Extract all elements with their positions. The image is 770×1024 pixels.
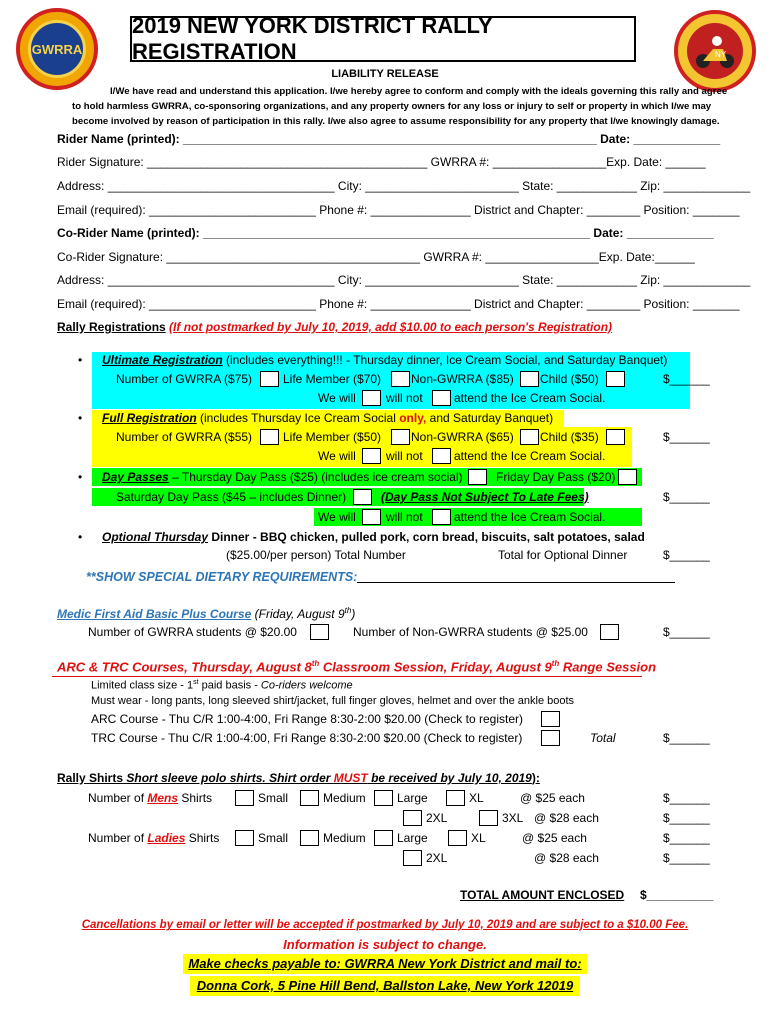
ultimate-dollar[interactable]: $______ — [663, 372, 710, 386]
arc-course-box[interactable] — [541, 711, 560, 727]
dietary-input[interactable] — [357, 582, 675, 583]
dinner-line1 — [102, 530, 645, 544]
mens-2xl-label: 2XL — [426, 811, 448, 825]
page-title-box — [130, 13, 636, 64]
ladies-xl-label: XL — [471, 831, 486, 845]
arc-total-label: Total — [590, 731, 616, 745]
checks-payable: Make checks payable to: GWRRA New York District and mail to: — [188, 956, 582, 971]
arc-course-label: ARC Course - Thu C/R 1:00-4:00, Fri Range 8:30-2:00 $20.00 (Check to register) — [91, 712, 523, 726]
ladies-medium-label: Medium — [323, 831, 366, 845]
full-desc-a: (includes Thursday Ice Cream Social — [196, 411, 400, 425]
ultimate-will-not: will not — [386, 391, 423, 405]
shirts-must: MUST — [333, 771, 368, 785]
full-will-not: will not — [386, 449, 423, 463]
shirts-heading-a: Rally Shirts — [57, 771, 127, 785]
arc-heading-underline — [52, 676, 642, 677]
full-only: only, — [399, 411, 427, 425]
corider-name-field[interactable]: Co-Rider Name (printed): __________________________________________________________ Date: _____________ — [57, 226, 714, 240]
full-non-label: Non-GWRRA ($65) — [411, 430, 514, 444]
mens-large-label: Large — [397, 791, 428, 805]
rider-address-field[interactable]: Address: __________________________________ City: _______________________ State: ____________ Zip: _____________ — [57, 179, 751, 193]
cancellation-note: Cancellations by email or letter will be accepted if postmarked by July 10, 2019 and are subject to a $10.00 Fee. — [81, 919, 689, 931]
trc-course-label: TRC Course - Thu C/R 1:00-4:00, Fri Range 8:30-2:00 $20.00 (Check to register) — [91, 731, 523, 745]
bullet-icon: • — [78, 353, 83, 367]
corider-address-field[interactable]: Address: __________________________________ City: _______________________ State: ____________ Zip: _____________ — [57, 273, 751, 287]
rally-heading-text: Rally Registrations — [57, 320, 166, 334]
total-enclosed-amount[interactable]: $__________ — [640, 888, 714, 902]
arc-wear: Must wear - long pants, long sleeved shirt/jacket, full finger gloves, helmet and over the ankle boots — [91, 695, 575, 707]
ultimate-life-box[interactable] — [391, 371, 410, 387]
arc-title-b: Classroom Session, Friday, August 9 — [319, 659, 552, 675]
full-gwrra-box[interactable] — [260, 429, 279, 445]
ladies-large-label: Large — [397, 831, 428, 845]
ultimate-attend: attend the Ice Cream Social. — [454, 391, 606, 405]
ladies-label-b: Shirts — [185, 831, 220, 845]
ultimate-gwrra-box[interactable] — [260, 371, 279, 387]
ladies-label — [88, 831, 219, 845]
saturday-pass-box[interactable] — [353, 489, 372, 505]
shirts-heading — [57, 771, 540, 785]
mens-medium-label: Medium — [323, 791, 366, 805]
medic-non-label: Number of Non-GWRRA students @ $25.00 — [353, 625, 588, 639]
ladies-word: Ladies — [147, 831, 186, 845]
medic-date: (Friday, August 9 — [251, 607, 345, 621]
ultimate-life-label: Life Member ($70) — [283, 372, 382, 386]
ultimate-non-box[interactable] — [520, 371, 539, 387]
day-late-note: (Day Pass Not Subject To Late Fees) — [381, 490, 589, 504]
full-gwrra-label: Number of GWRRA ($55) — [116, 430, 253, 444]
liability-heading: LIABILITY RELEASE — [331, 68, 439, 80]
mens-3xl-box[interactable] — [479, 810, 498, 826]
full-line1 — [102, 411, 553, 425]
total-enclosed-label: TOTAL AMOUNT ENCLOSED — [460, 888, 625, 902]
day-will-not: will not — [386, 510, 423, 524]
mens-xl-box[interactable] — [446, 790, 465, 806]
ladies-small-label: Small — [258, 831, 289, 845]
arc-limited — [91, 679, 353, 692]
ultimate-child-box[interactable] — [606, 371, 625, 387]
arc-sup1: th — [311, 659, 320, 668]
rally-heading — [57, 320, 612, 334]
mens-word: Mens — [147, 791, 179, 805]
full-name: Full Registration — [102, 411, 197, 425]
mens-label-b: Shirts — [178, 791, 213, 805]
shirts-heading-c: . Shirt order — [262, 771, 334, 785]
shirts-heading-d: be received by July 10, 2019 — [367, 771, 532, 785]
mens-label-a: Number of — [88, 791, 148, 805]
ny-logo-text: NY — [715, 50, 727, 59]
full-life-label: Life Member ($50) — [283, 430, 382, 444]
medic-date-end: ) — [351, 607, 356, 621]
liability-text: I/We have read and understand this application. I/we hereby agree to conform and comply with the ideals governing this rally and agree to hold harmless GWRRA, co-sponsoring organizations, and any property owners for any loss or injury to self or property in which I/we may become involved by reason of participation in this rally. I/we also agree to assume responsibility for any property that I/we knowingly damage. — [72, 86, 728, 127]
medic-gwrra-label: Number of GWRRA students @ $20.00 — [88, 625, 297, 639]
day-name: Day Passes — [102, 470, 169, 484]
medic-non-box[interactable] — [600, 624, 619, 640]
arc-sup2: th — [551, 659, 560, 668]
bullet-icon: • — [78, 411, 83, 425]
dinner-line2: ($25.00/per person) Total Number — [226, 548, 406, 562]
ultimate-we-will: We will — [318, 391, 356, 405]
corider-signature-field[interactable]: Co-Rider Signature: ______________________________________ GWRRA #: _________________Exp. Date:______ — [57, 250, 695, 264]
ladies-xl-box[interactable] — [448, 830, 467, 846]
ladies-small-box[interactable] — [235, 830, 254, 846]
dietary-label: **SHOW SPECIAL DIETARY REQUIREMENTS: — [86, 570, 358, 584]
gwrra-logo-text: GWRRA — [31, 41, 83, 57]
shirts-heading-e: ): — [531, 771, 540, 785]
trc-course-box[interactable] — [541, 730, 560, 746]
mens-small-label: Small — [258, 791, 289, 805]
arc-heading — [57, 659, 656, 674]
bullet-icon: • — [78, 470, 83, 484]
mens-price25: @ $25 each — [520, 791, 585, 805]
day-dollar[interactable]: $______ — [663, 490, 710, 504]
saturday-pass-label: Saturday Day Pass ($45 – includes Dinner) — [116, 490, 347, 504]
ladies-dollar-2[interactable]: $______ — [663, 851, 710, 865]
arc-limited-c: Co-riders welcome — [260, 679, 353, 692]
thursday-pass-box[interactable] — [468, 469, 487, 485]
friday-pass-label: Friday Day Pass ($20) — [496, 470, 616, 484]
full-will-box[interactable] — [362, 448, 381, 464]
ladies-dollar-1[interactable]: $______ — [663, 831, 710, 845]
mens-2xl-box[interactable] — [403, 810, 422, 826]
arc-limited-sup: st — [193, 679, 199, 686]
dinner-total: Total for Optional Dinner — [498, 548, 628, 562]
mens-medium-box[interactable] — [300, 790, 319, 806]
ladies-medium-box[interactable] — [300, 830, 319, 846]
ladies-2xl-label: 2XL — [426, 851, 448, 865]
full-attend: attend the Ice Cream Social. — [454, 449, 606, 463]
mens-small-box[interactable] — [235, 790, 254, 806]
rider-email-field[interactable]: Email (required): _________________________ Phone #: _______________ District and Chapter: ________ Position: _______ — [57, 203, 740, 217]
ultimate-gwrra-label: Number of GWRRA ($75) — [116, 372, 253, 386]
info-change-note: Information is subject to change. — [283, 937, 487, 952]
arc-dollar[interactable]: $______ — [663, 731, 710, 745]
full-dollar[interactable]: $______ — [663, 430, 710, 444]
ultimate-name: Ultimate Registration — [102, 353, 223, 367]
rider-signature-field[interactable]: Rider Signature: __________________________________________ GWRRA #: _________________Exp. Date: ______ — [57, 155, 706, 169]
arc-title-c: Range Session — [559, 659, 657, 675]
medic-title: Medic First Aid Basic Plus Course — [57, 607, 252, 621]
full-child-label: Child ($35) — [540, 430, 599, 444]
dinner-name2: Dinner — [208, 530, 250, 544]
day-will-not-box[interactable] — [432, 509, 451, 525]
ultimate-desc: (includes everything!!! - Thursday dinner, Ice Cream Social, and Saturday Banquet) — [222, 353, 668, 367]
medic-date-sup: th — [344, 606, 352, 615]
dinner-dollar[interactable]: $______ — [663, 548, 710, 562]
full-life-box[interactable] — [391, 429, 410, 445]
arc-limited-b: paid basis - — [198, 679, 261, 692]
ultimate-will-not-box[interactable] — [432, 390, 451, 406]
ultimate-non-label: Non-GWRRA ($85) — [411, 372, 514, 386]
day-we-will: We will — [318, 510, 356, 524]
rider-name-field[interactable]: Rider Name (printed): ______________________________________________________________ Date: _____________ — [57, 132, 721, 146]
medic-heading — [57, 606, 355, 621]
rally-heading-note: (If not postmarked by July 10, 2019, add $10.00 to each person's Registration) — [169, 320, 613, 334]
full-child-box[interactable] — [606, 429, 625, 445]
ladies-large-box[interactable] — [374, 830, 393, 846]
ultimate-will-box[interactable] — [362, 390, 381, 406]
full-desc-b: and Saturday Banquet) — [426, 411, 554, 425]
ultimate-line1 — [102, 353, 667, 367]
arc-title-a: ARC & TRC Courses, Thursday, August 8 — [57, 659, 312, 675]
shirts-heading-b: Short sleeve polo shirts — [126, 771, 263, 785]
mens-dollar-2[interactable]: $______ — [663, 811, 710, 825]
mail-address: Donna Cork, 5 Pine Hill Bend, Ballston Lake, New York 12019 — [196, 978, 574, 993]
day-line1 — [102, 470, 463, 484]
ladies-label-a: Number of — [88, 831, 148, 845]
day-desc: – Thursday Day Pass ($25) (includes ice cream social) — [168, 470, 463, 484]
dinner-name: Optional Thursday — [102, 530, 209, 544]
full-non-box[interactable] — [520, 429, 539, 445]
full-we-will: We will — [318, 449, 356, 463]
mens-price28: @ $28 each — [534, 811, 599, 825]
mens-xl-label: XL — [469, 791, 484, 805]
mens-dollar-1[interactable]: $______ — [663, 791, 710, 805]
ladies-2xl-box[interactable] — [403, 850, 422, 866]
ultimate-child-label: Child ($50) — [540, 372, 599, 386]
ladies-price25: @ $25 each — [522, 831, 587, 845]
medic-dollar[interactable]: $______ — [663, 625, 710, 639]
medic-gwrra-box[interactable] — [310, 624, 329, 640]
corider-email-field[interactable]: Email (required): _________________________ Phone #: _______________ District and Chapter: ________ Position: _______ — [57, 297, 740, 311]
day-attend: attend the Ice Cream Social. — [454, 510, 606, 524]
full-will-not-box[interactable] — [432, 448, 451, 464]
mens-3xl-label: 3XL — [502, 811, 524, 825]
day-will-box[interactable] — [362, 509, 381, 525]
mens-large-box[interactable] — [374, 790, 393, 806]
friday-pass-box[interactable] — [618, 469, 637, 485]
arc-limited-a: Limited class size - 1 — [91, 679, 194, 692]
ladies-price28: @ $28 each — [534, 851, 599, 865]
bullet-icon: • — [78, 530, 83, 544]
page-title: 2019 NEW YORK DISTRICT RALLY REGISTRATION — [132, 13, 493, 64]
mens-label — [88, 791, 212, 805]
dinner-desc: - BBQ chicken, pulled pork, corn bread, biscuits, salt potatoes, salad — [249, 530, 645, 544]
